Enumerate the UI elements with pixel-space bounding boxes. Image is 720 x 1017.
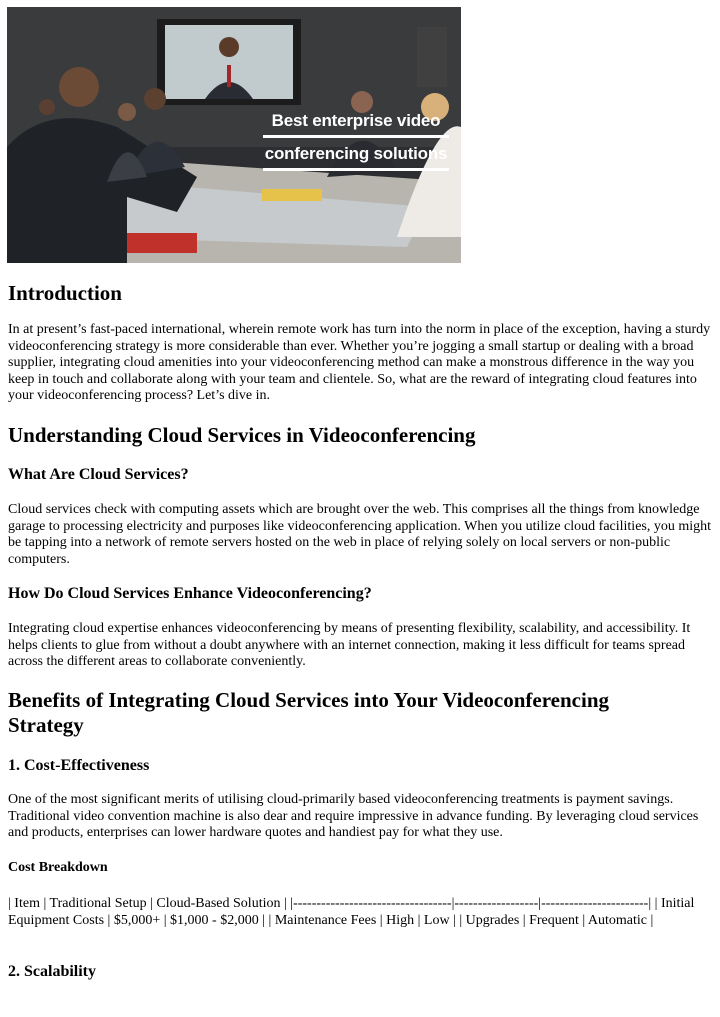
how-cloud-enhances-heading: How Do Cloud Services Enhance Videoconferencing? <box>8 585 372 602</box>
scalability-heading: 2. Scalability <box>8 963 97 980</box>
hero-caption-line-2: conferencing solutions <box>263 144 449 171</box>
cost-effectiveness-paragraph: One of the most significant merits of utilising cloud-primarily based videoconferencing treatments is payment savings. Traditional video convention machine is also dear and require impressive in advance funding. By leveraging cloud services and products, enterprises can lower hardware quotes and handiest pay for what they use. <box>8 792 699 841</box>
how-cloud-enhances-paragraph: Integrating cloud expertise enhances videoconferencing by means of presenting flexibility, scalability, and accessibility. It helps clients to glue from without a doubt anywhere with an internet connection, making it less difficult for teams spread across the different areas to collaborate conveniently. <box>8 621 691 670</box>
introduction-paragraph: In at present’s fast-paced international, wherein remote work has turn into the norm in place of the exception, having a sturdy videoconferencing strategy is more considerable than ever. Whether you’re jogging a small startup or dealing with a broad supplier, integrating cloud amenities into your videoconferencing method can make a monstrous difference in the way you keep in touch and collaborate along with your team and clientele. So, what are the reward of integrating cloud features into your videoconferencing process? Let’s dive in. <box>8 322 711 404</box>
cost-breakdown-heading: Cost Breakdown <box>8 860 108 875</box>
hero-image <box>7 7 461 263</box>
what-are-cloud-services-heading: What Are Cloud Services? <box>8 466 189 483</box>
hero-caption-line-1: Best enterprise video <box>263 111 449 138</box>
introduction-heading: Introduction <box>8 281 122 305</box>
understanding-heading: Understanding Cloud Services in Videoconferencing <box>8 423 476 447</box>
what-are-cloud-services-paragraph: Cloud services check with computing assets which are brought over the web. This comprises all the things from knowledge garage to processing electricity and purposes like videoconferencing application. When you utilize cloud facilities, you might be tapping into a network of remote servers hosted on the web in place of relying solely on local servers or non-public computers. <box>8 502 712 567</box>
hero-caption <box>263 111 449 177</box>
cost-breakdown-table-text: | Item | Traditional Setup | Cloud-Based Solution | |----------------------------------|------------------|-----------------------| | Initial Equipment Costs | $5,000+ | $1,000 - $2,000 | | Maintenance Fees | High | Low | | Upgrades | Frequent | Automatic | <box>8 896 695 928</box>
benefits-heading: Benefits of Integrating Cloud Services into Your Videoconferencing Strategy <box>8 688 610 737</box>
cost-effectiveness-heading: 1. Cost-Effectiveness <box>8 757 150 774</box>
